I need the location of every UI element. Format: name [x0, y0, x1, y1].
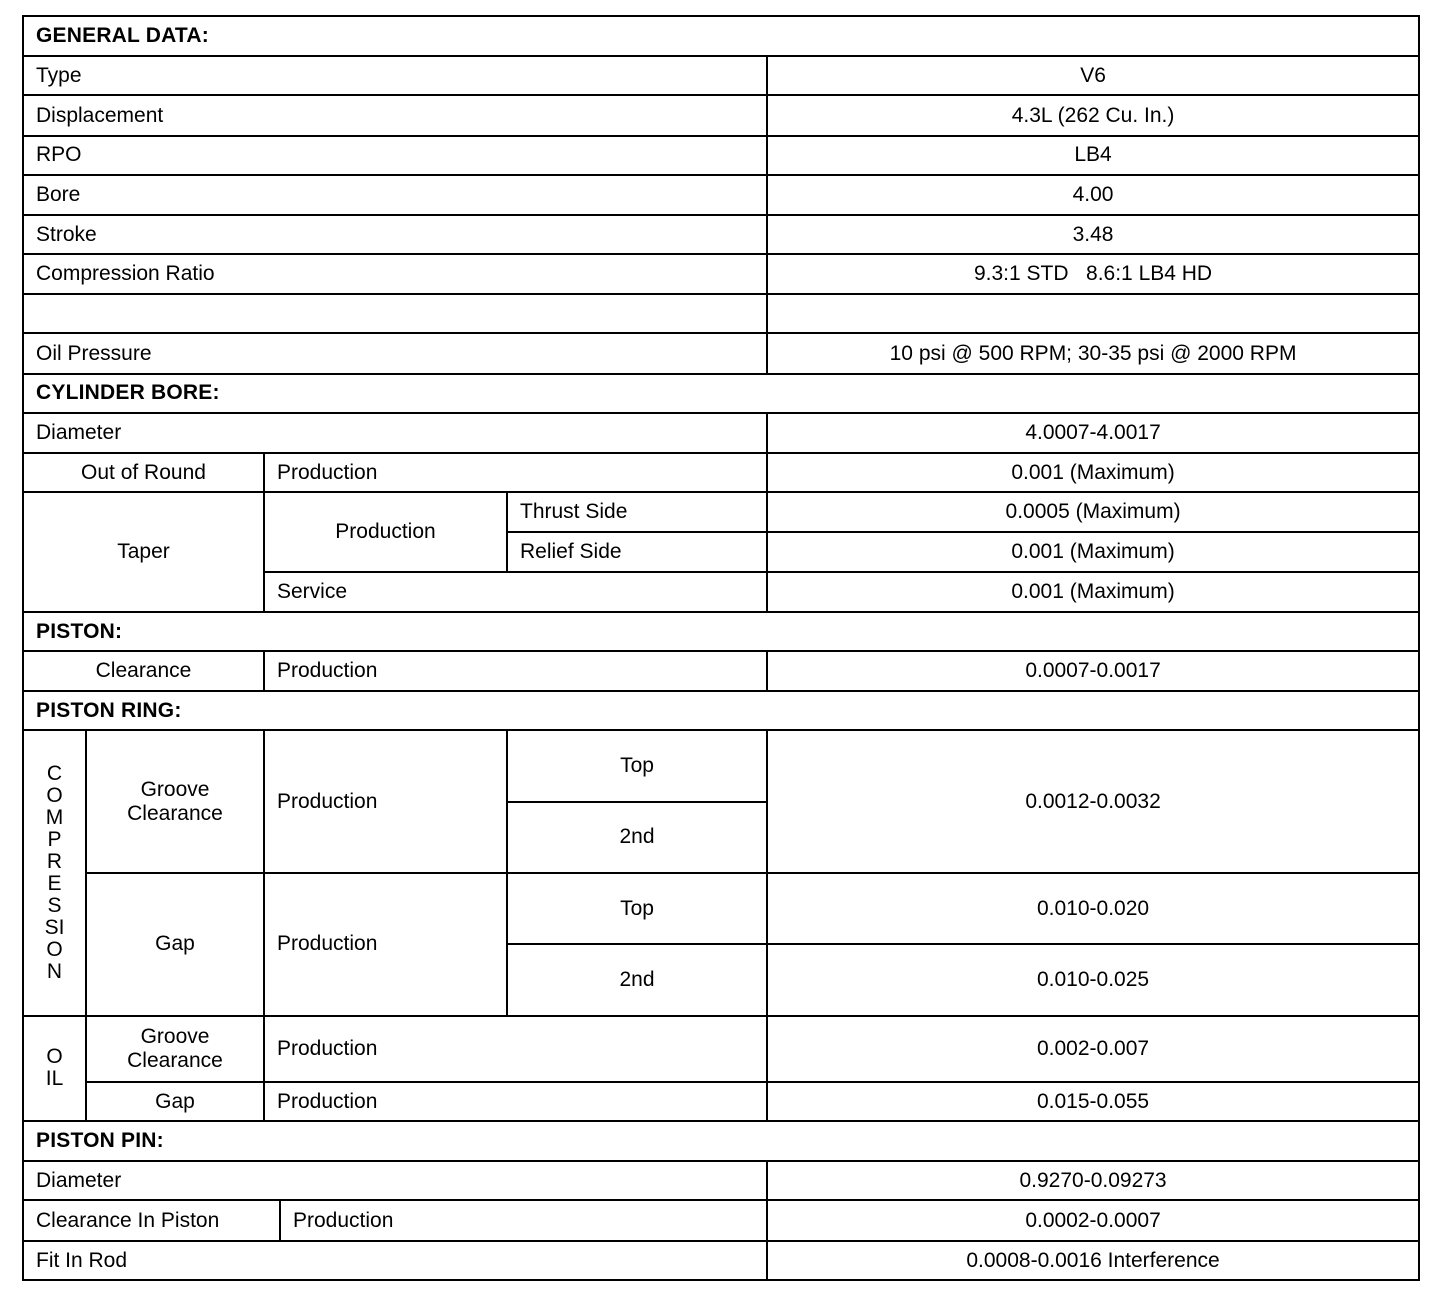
- spec-label: Oil Pressure: [23, 333, 767, 373]
- spec-sublabel: Production: [264, 453, 767, 492]
- spec-row-fit-in-rod: [23, 1241, 1419, 1280]
- section-piston-ring-header: [23, 691, 1419, 730]
- spec-value: 0.001 (Maximum): [767, 453, 1419, 492]
- spec-label: [86, 730, 264, 873]
- spec-row-bore: [23, 175, 1419, 215]
- spec-value: 4.00: [767, 175, 1419, 215]
- spec-label: [86, 1016, 264, 1082]
- spec-row-oil-pressure: [23, 333, 1419, 373]
- spec-row-taper-thrust: [23, 492, 1419, 532]
- spec-value: 0.0002-0.0007: [767, 1200, 1419, 1240]
- spec-label: Gap: [86, 1082, 264, 1121]
- spec-sublabel: Production: [264, 1016, 767, 1082]
- engine-spec-table: [22, 15, 1420, 1281]
- spec-value: 0.9270-0.09273: [767, 1161, 1419, 1200]
- spec-label: RPO: [23, 136, 767, 175]
- spec-row-piston-clearance: [23, 651, 1419, 691]
- spec-label: Diameter: [23, 413, 767, 453]
- section-title: PISTON RING:: [23, 691, 1419, 730]
- spec-sublabel: Production: [264, 492, 507, 571]
- spec-row-bore-diameter: [23, 413, 1419, 453]
- compression-vertical-label: [23, 730, 86, 1015]
- spec-value: 3.48: [767, 215, 1419, 254]
- spec-sublabel: Production: [280, 1200, 767, 1240]
- spec-label: Clearance In Piston: [23, 1200, 280, 1240]
- spec-label: Bore: [23, 175, 767, 215]
- spec-sublabel: Thrust Side: [507, 492, 767, 532]
- spec-row-pin-diameter: [23, 1161, 1419, 1200]
- spec-label: [23, 294, 767, 333]
- spec-sublabel: Production: [264, 873, 507, 1016]
- spec-label: Type: [23, 56, 767, 95]
- spec-row-blank: [23, 294, 1419, 333]
- groove-line-1: Groove: [140, 1025, 210, 1049]
- spec-value: 0.0007-0.0017: [767, 651, 1419, 691]
- spec-row-comp-groove-top: [23, 730, 1419, 801]
- section-title: PISTON:: [23, 612, 1419, 651]
- spec-value: 0.0008-0.0016 Interference: [767, 1241, 1419, 1280]
- spec-value: 0.015-0.055: [767, 1082, 1419, 1121]
- spec-row-compression-ratio: [23, 254, 1419, 294]
- groove-line-1: Groove: [140, 778, 210, 802]
- ring-position-label: Top: [620, 754, 654, 778]
- spec-label: Gap: [86, 873, 264, 1016]
- spec-label: Fit In Rod: [23, 1241, 767, 1280]
- spec-label: Taper: [23, 492, 264, 612]
- ring-position-label: 2nd: [619, 825, 655, 849]
- spec-sheet: [22, 15, 1418, 1281]
- section-title: PISTON PIN:: [23, 1121, 1419, 1161]
- spec-value: [767, 294, 1419, 333]
- groove-line-2: Clearance: [127, 801, 223, 825]
- groove-line-2: Clearance: [127, 1048, 223, 1072]
- spec-value: 9.3:1 STD 8.6:1 LB4 HD: [767, 254, 1419, 294]
- spec-label: Displacement: [23, 95, 767, 135]
- section-cylinder-bore-header: [23, 374, 1419, 413]
- spec-row-oil-gap: [23, 1082, 1419, 1121]
- spec-value: 10 psi @ 500 RPM; 30-35 psi @ 2000 RPM: [767, 333, 1419, 373]
- spec-value: 0.0005 (Maximum): [767, 492, 1419, 532]
- spec-row-oil-groove: [23, 1016, 1419, 1082]
- spec-sublabel: Production: [264, 1082, 767, 1121]
- spec-label: Stroke: [23, 215, 767, 254]
- oil-label: OIL: [45, 1045, 64, 1091]
- spec-value: 0.001 (Maximum): [767, 572, 1419, 612]
- ring-position-top: [507, 730, 767, 801]
- spec-sublabel: Production: [264, 730, 507, 873]
- spec-value: 0.010-0.025: [767, 944, 1419, 1015]
- spec-sublabel: Relief Side: [507, 532, 767, 571]
- ring-position-label: 2nd: [619, 968, 655, 992]
- spec-label: Out of Round: [23, 453, 264, 492]
- spec-row-out-of-round: [23, 453, 1419, 492]
- spec-label: Clearance: [23, 651, 264, 691]
- ring-position-2nd: [507, 802, 767, 873]
- spec-value: 0.0012-0.0032: [767, 730, 1419, 873]
- spec-value: 4.3L (262 Cu. In.): [767, 95, 1419, 135]
- oil-vertical-label: [23, 1016, 86, 1121]
- spec-value: 0.010-0.020: [767, 873, 1419, 944]
- section-general-header: [23, 16, 1419, 56]
- spec-label: Diameter: [23, 1161, 767, 1200]
- spec-label: Compression Ratio: [23, 254, 767, 294]
- spec-sublabel: Production: [264, 651, 767, 691]
- spec-value: LB4: [767, 136, 1419, 175]
- ring-position-2nd: [507, 944, 767, 1015]
- spec-row-displacement: [23, 95, 1419, 135]
- section-piston-header: [23, 612, 1419, 651]
- section-title: GENERAL DATA:: [23, 16, 1419, 56]
- spec-row-comp-gap-top: [23, 873, 1419, 944]
- ring-position-top: [507, 873, 767, 944]
- spec-value: 4.0007-4.0017: [767, 413, 1419, 453]
- compression-label: COMPRESSION: [44, 761, 65, 983]
- spec-row-stroke: [23, 215, 1419, 254]
- spec-value: V6: [767, 56, 1419, 95]
- spec-sublabel: Service: [264, 572, 767, 612]
- spec-row-type: [23, 56, 1419, 95]
- spec-row-pin-clearance: [23, 1200, 1419, 1240]
- ring-position-label: Top: [620, 896, 654, 920]
- section-piston-pin-header: [23, 1121, 1419, 1161]
- spec-value: 0.002-0.007: [767, 1016, 1419, 1082]
- spec-value: 0.001 (Maximum): [767, 532, 1419, 571]
- spec-row-rpo: [23, 136, 1419, 175]
- section-title: CYLINDER BORE:: [23, 374, 1419, 413]
